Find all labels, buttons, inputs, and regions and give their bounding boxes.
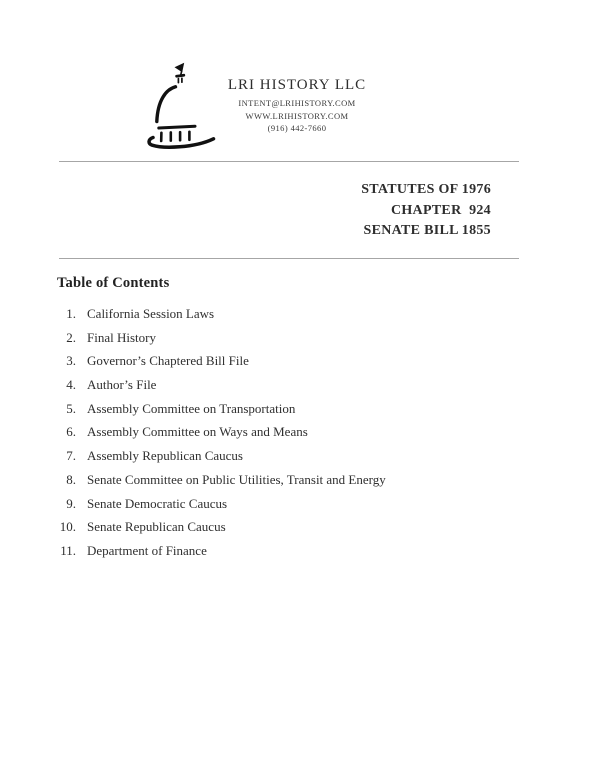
toc-item-label: Author’s File (87, 377, 157, 393)
toc-item-label: Senate Republican Caucus (87, 519, 226, 535)
toc-item (0, 402, 560, 415)
toc-item-label: Governor’s Chaptered Bill File (87, 353, 249, 369)
toc-item-number: 6. (66, 424, 76, 440)
toc-item-label: Assembly Committee on Ways and Means (87, 424, 308, 440)
company-website: WWW.LRIHISTORY.COM (245, 110, 349, 121)
toc-item-number: 5. (66, 400, 76, 416)
toc-item (0, 449, 560, 462)
company-email: INTENT@LRIHISTORY.COM (238, 98, 356, 108)
toc-item (0, 425, 560, 438)
toc-item-label: Department of Finance (87, 542, 207, 558)
toc-item (0, 378, 560, 391)
statute-reference-block (361, 180, 491, 242)
toc-heading: Table of Contents (57, 275, 170, 291)
toc-item-number: 7. (66, 448, 76, 464)
toc-item-number: 8. (66, 471, 76, 487)
toc-item-number: 1. (66, 306, 76, 321)
lantern-top (177, 75, 184, 76)
toc-item-label: Assembly Republican Caucus (87, 448, 243, 464)
chapter-line: CHAPTER 924 (390, 202, 491, 218)
toc-item-label: California Session Laws (87, 306, 215, 321)
letterhead-contact-block (212, 76, 382, 135)
toc-item-label: Assembly Committee on Transportation (87, 400, 296, 416)
toc-item-number: 3. (66, 353, 76, 369)
capitol-dome-logo-icon (147, 59, 219, 149)
toc-item-label: Senate Committee on Public Utilities, Transit and Energy (87, 471, 386, 487)
dome-curve (157, 87, 176, 122)
toc-item-number: 4. (66, 377, 76, 393)
toc-item (0, 520, 560, 533)
toc-item (0, 473, 560, 486)
toc-item-label: Senate Democratic Caucus (87, 495, 228, 511)
toc-item-number: 11. (60, 542, 76, 558)
flag-shape (175, 63, 185, 72)
toc-item (0, 331, 560, 344)
senate-bill-line: SENATE BILL 1855 (363, 223, 491, 239)
company-name: LRI HISTORY LLC (227, 77, 367, 93)
divider-top (59, 161, 519, 162)
toc-item (0, 544, 560, 557)
company-phone: (916) 442-7660 (267, 123, 327, 134)
toc-item-number: 10. (59, 519, 76, 535)
toc-item (0, 307, 560, 320)
toc-list (0, 307, 560, 568)
cornice-bar (159, 126, 195, 128)
toc-item (0, 497, 560, 510)
toc-item-number: 2. (66, 329, 76, 345)
statute-year-line: STATUTES OF 1976 (361, 182, 491, 197)
toc-item (0, 354, 560, 367)
capitol-dome-sketch (147, 59, 219, 149)
toc-item-label: Final History (87, 329, 156, 345)
toc-item-number: 9. (66, 495, 76, 511)
divider-bottom (59, 258, 519, 259)
